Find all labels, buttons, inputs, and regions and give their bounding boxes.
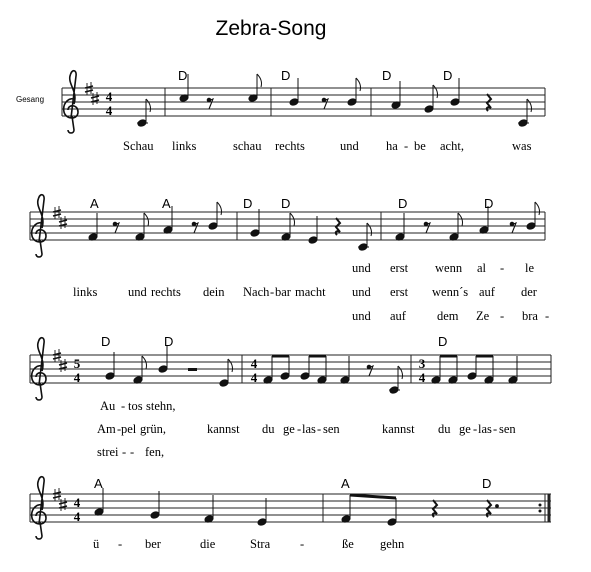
chord-symbol: A xyxy=(90,196,99,211)
lyric-hyphen: - xyxy=(493,422,498,436)
lyric-syllable: bar xyxy=(275,285,291,299)
chord-symbol: D xyxy=(281,68,291,83)
lyric-syllable: tos xyxy=(128,399,143,413)
time-sig-den: 4 xyxy=(73,370,81,385)
lyric-syllable: las xyxy=(302,422,316,436)
lyric-syllable: du xyxy=(438,422,451,436)
lyric-syllable: kannst xyxy=(207,422,240,436)
lyric-syllable: stehn, xyxy=(146,399,176,413)
instrument-label: Gesang xyxy=(16,95,45,104)
lyric-syllable: Am xyxy=(97,422,116,436)
sharp-c-icon xyxy=(91,92,99,105)
chord-symbol: D xyxy=(101,334,111,349)
lyric-hyphen: - xyxy=(118,537,123,551)
chord-symbol: A xyxy=(94,476,103,491)
lyric-syllable: Stra xyxy=(250,537,271,551)
lyric-hyphen: - xyxy=(545,309,550,323)
lyric-syllable: grün, xyxy=(140,422,167,436)
repeat-dot xyxy=(539,504,542,507)
lyric-syllable: be xyxy=(414,139,426,153)
lyric-syllable: dein xyxy=(203,285,225,299)
lyrics-system-1 xyxy=(123,139,532,153)
lyric-syllable: erst xyxy=(390,261,409,275)
lyric-syllable: rechts xyxy=(275,139,305,153)
lyric-hyphen: - xyxy=(500,261,505,275)
lyric-syllable: und xyxy=(128,285,147,299)
lyric-hyphen: - xyxy=(122,445,127,459)
lyric-syllable: al xyxy=(477,261,487,275)
notes-system-3 xyxy=(105,345,518,394)
time-sig-num: 4 xyxy=(250,356,258,371)
time-sig-den: 4 xyxy=(418,370,426,385)
lyrics-system-3-verse-2 xyxy=(97,422,516,436)
chord-symbol: A xyxy=(341,476,350,491)
lyric-syllable: le xyxy=(525,261,535,275)
lyric-syllable: du xyxy=(262,422,275,436)
lyric-syllable: ü xyxy=(93,537,100,551)
lyric-syllable: bra xyxy=(522,309,538,323)
lyric-hyphen: - xyxy=(121,399,126,413)
lyric-hyphen: - xyxy=(404,139,409,153)
chord-symbol: D xyxy=(178,68,188,83)
chord-symbol: D xyxy=(398,196,408,211)
song-title: Zebra-Song xyxy=(215,17,327,40)
lyric-syllable: Nach xyxy=(243,285,270,299)
lyric-syllable: strei xyxy=(97,445,119,459)
lyric-syllable: dem xyxy=(437,309,459,323)
chord-symbol: D xyxy=(382,68,392,83)
lyric-syllable: ber xyxy=(145,537,161,551)
lyric-syllable: pel xyxy=(121,422,137,436)
lyric-syllable: las xyxy=(478,422,492,436)
lyric-hyphen: - xyxy=(130,445,135,459)
lyric-syllable: links xyxy=(172,139,197,153)
lyric-syllable: erst xyxy=(390,285,409,299)
system-2 xyxy=(30,195,549,323)
lyrics-system-2-verse-3 xyxy=(352,309,549,323)
system-3 xyxy=(30,334,551,459)
lyric-hyphen: - xyxy=(297,422,302,436)
system-1 xyxy=(62,68,545,153)
lyric-syllable: wenn xyxy=(435,261,463,275)
time-sig-num: 4 xyxy=(105,89,113,104)
chord-symbol: D xyxy=(443,68,453,83)
chord-symbol: D xyxy=(484,196,494,211)
time-sig-num: 3 xyxy=(418,356,426,371)
lyric-syllable: kannst xyxy=(382,422,415,436)
lyrics-system-2-verse-1 xyxy=(352,261,534,275)
notes-system-2 xyxy=(88,202,539,251)
lyric-syllable: die xyxy=(200,537,216,551)
lyric-syllable: rechts xyxy=(151,285,181,299)
lyric-syllable: sen xyxy=(499,422,516,436)
lyric-syllable: auf xyxy=(390,309,406,323)
lyric-syllable: macht xyxy=(295,285,326,299)
chord-symbol: D xyxy=(482,476,492,491)
lyric-syllable: ge xyxy=(459,422,471,436)
chord-symbol: D xyxy=(243,196,253,211)
lyric-syllable: ha xyxy=(386,139,398,153)
chord-symbol: A xyxy=(162,196,171,211)
lyric-syllable: Ze xyxy=(476,309,490,323)
staff-1 xyxy=(62,88,545,116)
lyric-syllable: wenn´s xyxy=(432,285,469,299)
lyrics-system-3-verse-1 xyxy=(100,399,176,413)
staff-4 xyxy=(30,494,551,522)
system-4 xyxy=(30,476,551,551)
lyric-syllable: ge xyxy=(283,422,295,436)
lyric-syllable: ße xyxy=(342,537,354,551)
chord-symbol: D xyxy=(281,196,291,211)
lyric-hyphen: - xyxy=(473,422,478,436)
time-sig-den: 4 xyxy=(250,370,258,385)
lyric-syllable: der xyxy=(521,285,537,299)
chord-symbol: D xyxy=(438,334,448,349)
lyric-syllable: auf xyxy=(479,285,495,299)
lyric-syllable: links xyxy=(73,285,98,299)
lyric-syllable: acht, xyxy=(440,139,464,153)
lyric-syllable: und xyxy=(340,139,359,153)
lyric-syllable: gehn xyxy=(380,537,405,551)
notes-system-1 xyxy=(137,74,532,127)
lyric-hyphen: - xyxy=(117,422,122,436)
lyric-syllable: und xyxy=(352,309,371,323)
time-sig-den: 4 xyxy=(73,509,81,524)
lyric-syllable: sen xyxy=(323,422,340,436)
lyric-syllable: was xyxy=(512,139,532,153)
lyric-hyphen: - xyxy=(500,309,505,323)
sharp-c-icon xyxy=(59,359,67,372)
lyric-syllable: schau xyxy=(233,139,262,153)
lyric-syllable: und xyxy=(352,285,371,299)
time-sig-num: 5 xyxy=(73,356,81,371)
lyric-syllable: Au xyxy=(100,399,116,413)
lyric-syllable: Schau xyxy=(123,139,154,153)
sharp-c-icon xyxy=(59,216,67,229)
lyric-syllable: fen, xyxy=(145,445,165,459)
repeat-dot xyxy=(539,510,542,513)
lyric-hyphen: - xyxy=(300,537,305,551)
lyric-hyphen: - xyxy=(317,422,322,436)
lyrics-system-4 xyxy=(93,537,405,551)
sharp-c-icon xyxy=(59,498,67,511)
chord-symbol: D xyxy=(164,334,174,349)
lyric-hyphen: - xyxy=(270,285,275,299)
lyric-syllable: und xyxy=(352,261,371,275)
lyrics-system-2-verse-2 xyxy=(73,285,538,299)
time-sig-num: 4 xyxy=(73,495,81,510)
lyrics-system-3-verse-3 xyxy=(97,445,164,459)
time-sig-den: 4 xyxy=(105,103,113,118)
